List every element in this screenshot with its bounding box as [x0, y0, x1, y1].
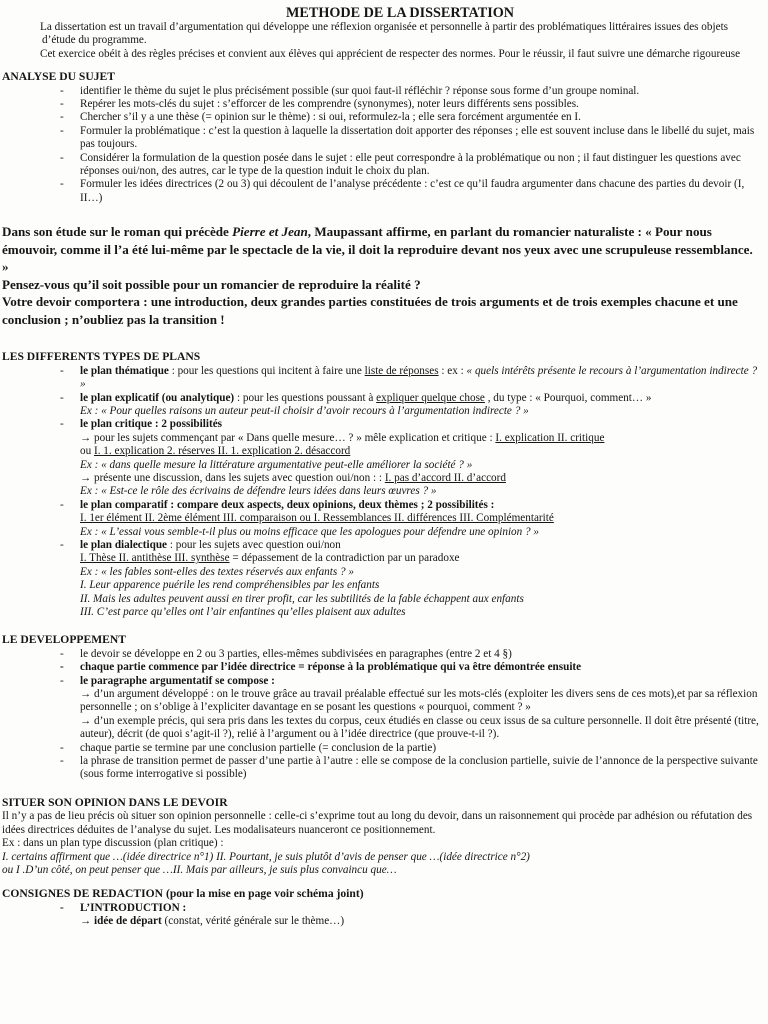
consignes-list [40, 902, 760, 915]
analyse-list [40, 85, 760, 206]
plan-text: , du type : « Pourquoi, comment… » [484, 391, 652, 404]
subject-book-title: Pierre et Jean [232, 224, 308, 240]
dissertation-subject [2, 223, 760, 328]
subject-instructions: Votre devoir comportera : une introduction, deux grandes parties constituées de trois arguments et de trois exemples chacune et une conclusion ; n’oubliez pas la transition ! [2, 294, 738, 327]
subject-statement [2, 223, 760, 276]
plan-thematique [40, 365, 760, 392]
consignes-idee-text: (constat, vérité générale sur le thème…) [161, 915, 345, 928]
list-item: - la phrase de transition permet de passer d’une partie à l’autre : elle se compose de la conclusion partielle, suivie de l’annonce de la perspective suivante (sous forme interrogative si possible) [40, 755, 760, 782]
consignes-idee-label: → idée de départ [80, 915, 162, 928]
plan-label: le plan thématique [80, 364, 169, 377]
list-item: - Formuler la problématique : c’est la question à laquelle la dissertation doit apporter des réponses ; elle est souvent incluse dans le libellé du sujet, mais pas toujours. [40, 125, 760, 152]
situer-body [2, 810, 760, 877]
plan-underlined: liste de réponses [364, 364, 439, 377]
plan-underlined: I. Thèse II. antithèse III. synthèse [80, 552, 230, 565]
plan-explicatif [40, 392, 760, 419]
section-heading-developpement: LE DEVELOPPEMENT [2, 633, 127, 647]
list-item: - chaque partie commence par l’idée directrice = réponse à la problématique qui va être démontrée ensuite [40, 661, 760, 674]
situer-example-intro: Ex : dans un plan type discussion (plan critique) : [2, 837, 224, 850]
plan-example: III. C’est parce qu’elles ont l’air enfantines qu’elles plaisent aux adultes [80, 606, 406, 618]
plan-dialectique [40, 539, 760, 619]
plan-example: « quels intérêts présente le recours à l’argumentation indirecte ? » [80, 364, 758, 391]
plan-text: ou [80, 445, 94, 458]
plan-example: II. Mais les adultes peuvent aussi en tirer profit, car les subtilités de la fable échappent aux enfants [80, 592, 524, 605]
plan-label: le plan critique : 2 possibilités [80, 418, 223, 431]
plan-example: Ex : « L’essai vous semble-t-il plus ou moins efficace que les apologues pour défendre une opinion ? » [80, 525, 540, 538]
plan-example: I. Leur apparence puérile les rend compréhensibles par les enfants [80, 579, 380, 592]
list-item: - le devoir se développe en 2 ou 3 parties, elles-mêmes subdivisées en paragraphes (entre 2 et 4 §) [40, 648, 760, 661]
plan-text: : pour les sujets avec question oui/non [167, 538, 341, 551]
list-item [40, 675, 760, 742]
document-title: METHODE DE LA DISSERTATION [286, 5, 514, 21]
plan-example: Ex : « les fables sont-elles des textes réservés aux enfants ? » [80, 565, 355, 578]
plan-comparatif [40, 499, 760, 539]
consignes-subitem [40, 915, 760, 928]
list-item: - Chercher s’il y a une thèse (= opinion sur le thème) : si oui, reformulez-la ; elle sera forcément argumentée en I. [40, 111, 760, 124]
intro-paragraph [0, 21, 760, 61]
section-heading-consignes: CONSIGNES DE REDACTION (pour la mise en page voir schéma joint) [2, 887, 364, 901]
plan-text: : ex : [438, 364, 467, 377]
subject-text: Dans son étude sur le roman qui précède [2, 224, 233, 240]
plan-underlined: I. pas d’accord II. d’accord [384, 471, 506, 484]
situer-example: I. certains affirment que …(idée directrice n°1) II. Pourtant, je suis plutôt d’avis de penser que …(idée directrice n°2) [2, 850, 530, 863]
list-item: - Repérer les mots-clés du sujet : s’efforcer de les comprendre (synonymes), noter leurs différents sens possibles. [40, 98, 760, 111]
plan-critique [40, 418, 760, 498]
subject-question: Pensez-vous qu’il soit possible pour un romancier de reproduire la réalité ? [2, 276, 421, 292]
plans-list [40, 365, 760, 620]
intro-line: La dissertation est un travail d’argumentation qui développe une réflexion organisée et personnelle à partir des problématiques littéraires issues des objets d’étude du programme. [40, 21, 729, 47]
plan-example: Ex : « Est-ce le rôle des écrivains de défendre leurs idées dans leurs œuvres ? » [80, 485, 437, 498]
plan-text: = dépassement de la contradiction par un paradoxe [229, 552, 460, 565]
plan-label: le plan dialectique [80, 538, 168, 551]
section-heading-plans: LES DIFFERENTS TYPES DE PLANS [2, 350, 201, 364]
developpement-list [40, 648, 760, 782]
plan-text: → présente une discussion, dans les sujets avec question oui/non : : [80, 471, 385, 484]
list-item: - L’INTRODUCTION : [40, 902, 760, 915]
list-item-label: le paragraphe argumentatif se compose : [80, 674, 275, 687]
plan-underlined: I. explication II. critique [495, 431, 605, 444]
intro-line: Cet exercice obéit à des règles précises et convient aux élèves qui apprécient de respecter des normes. Pour le réussir, il faut suivre une démarche rigoureuse [40, 47, 741, 60]
list-item-text: → d’un exemple précis, qui sera pris dans les textes du corpus, ceux étudiés en classe ou ceux issus de sa culture personnelle. Il doit être présenté (titre, auteur), décrit (de quoi s’agit-il ?), relié à l’argument ou à l’idée directrice (que prouve-t-il ?). [80, 714, 759, 741]
situer-paragraph: Il n’y a pas de lieu précis où situer son opinion personnelle : celle-ci s’exprime tout au long du devoir, dans un raisonnement qui procède par adhésion ou réfutation des idées directrices déduites de l’analyse du sujet. Les modalisateurs nuanceront ce positionnement. [2, 810, 753, 836]
list-item: - Formuler les idées directrices (2 ou 3) qui découlent de l’analyse précédente : c’est ce qu’il faudra argumenter dans chacune des parties du devoir (I, II…) [40, 178, 760, 205]
plan-underlined: I. 1. explication 2. réserves II. 1. explication 2. désaccord [93, 445, 351, 458]
plan-label: le plan comparatif : compare deux aspects, deux opinions, deux thèmes ; 2 possibilités : [80, 498, 495, 511]
list-item-text: → d’un argument développé : on le trouve grâce au travail préalable effectué sur les mots-clés (exploiter les divers sens de ces mots),et par sa réflexion personnelle ; on s’oblige à l’expliciter davantage en se posant les questions « pourquoi, comment ? » [80, 688, 758, 714]
plan-underlined: expliquer quelque chose [376, 391, 485, 404]
section-heading-analyse: ANALYSE DU SUJET [2, 70, 115, 84]
plan-underlined: I. 1er élément II. 2ème élément III. comparaison ou I. Ressemblances II. différences III. Complémentarité [80, 512, 554, 525]
situer-example: ou I .D’un côté, on peut penser que …II. Mais par ailleurs, je suis plus convaincu que… [2, 863, 397, 876]
plan-label: le plan explicatif (ou analytique) [80, 391, 235, 404]
list-item: - Considérer la formulation de la question posée dans le sujet : elle peut correspondre à la problématique ou non ; il faut distinguer les questions avec réponses oui/non, des autres, car le type de la question induit le choix du plan. [40, 152, 760, 179]
plan-text: : pour les questions poussant à [234, 391, 377, 404]
list-item: - chaque partie se termine par une conclusion partielle (= conclusion de la partie) [40, 742, 760, 755]
section-heading-situer: SITUER SON OPINION DANS LE DEVOIR [2, 795, 228, 809]
plan-text: : pour les questions qui incitent à faire une [168, 364, 365, 377]
plan-text: → pour les sujets commençant par « Dans quelle mesure… ? » mêle explication et critique : [80, 431, 496, 444]
list-item: - identifier le thème du sujet le plus précisément possible (sur quoi faut-il réfléchir ? réponse sous forme d’un groupe nominal. [40, 85, 760, 98]
plan-example: Ex : « dans quelle mesure la littérature argumentative peut-elle améliorer la société ? » [80, 458, 473, 471]
plan-example: Ex : « Pour quelles raisons un auteur peut-il choisir d’avoir recours à l’argumentation indirecte ? » [80, 404, 529, 417]
subject-text: , Maupassant affirme, en parlant du romancier naturaliste : « Pour nous émouvoir, comme il l’a été lui-même par le spectacle de la vie, il doit la reproduire devant nos yeux avec une scrupuleuse ressemblance. » [2, 224, 753, 275]
